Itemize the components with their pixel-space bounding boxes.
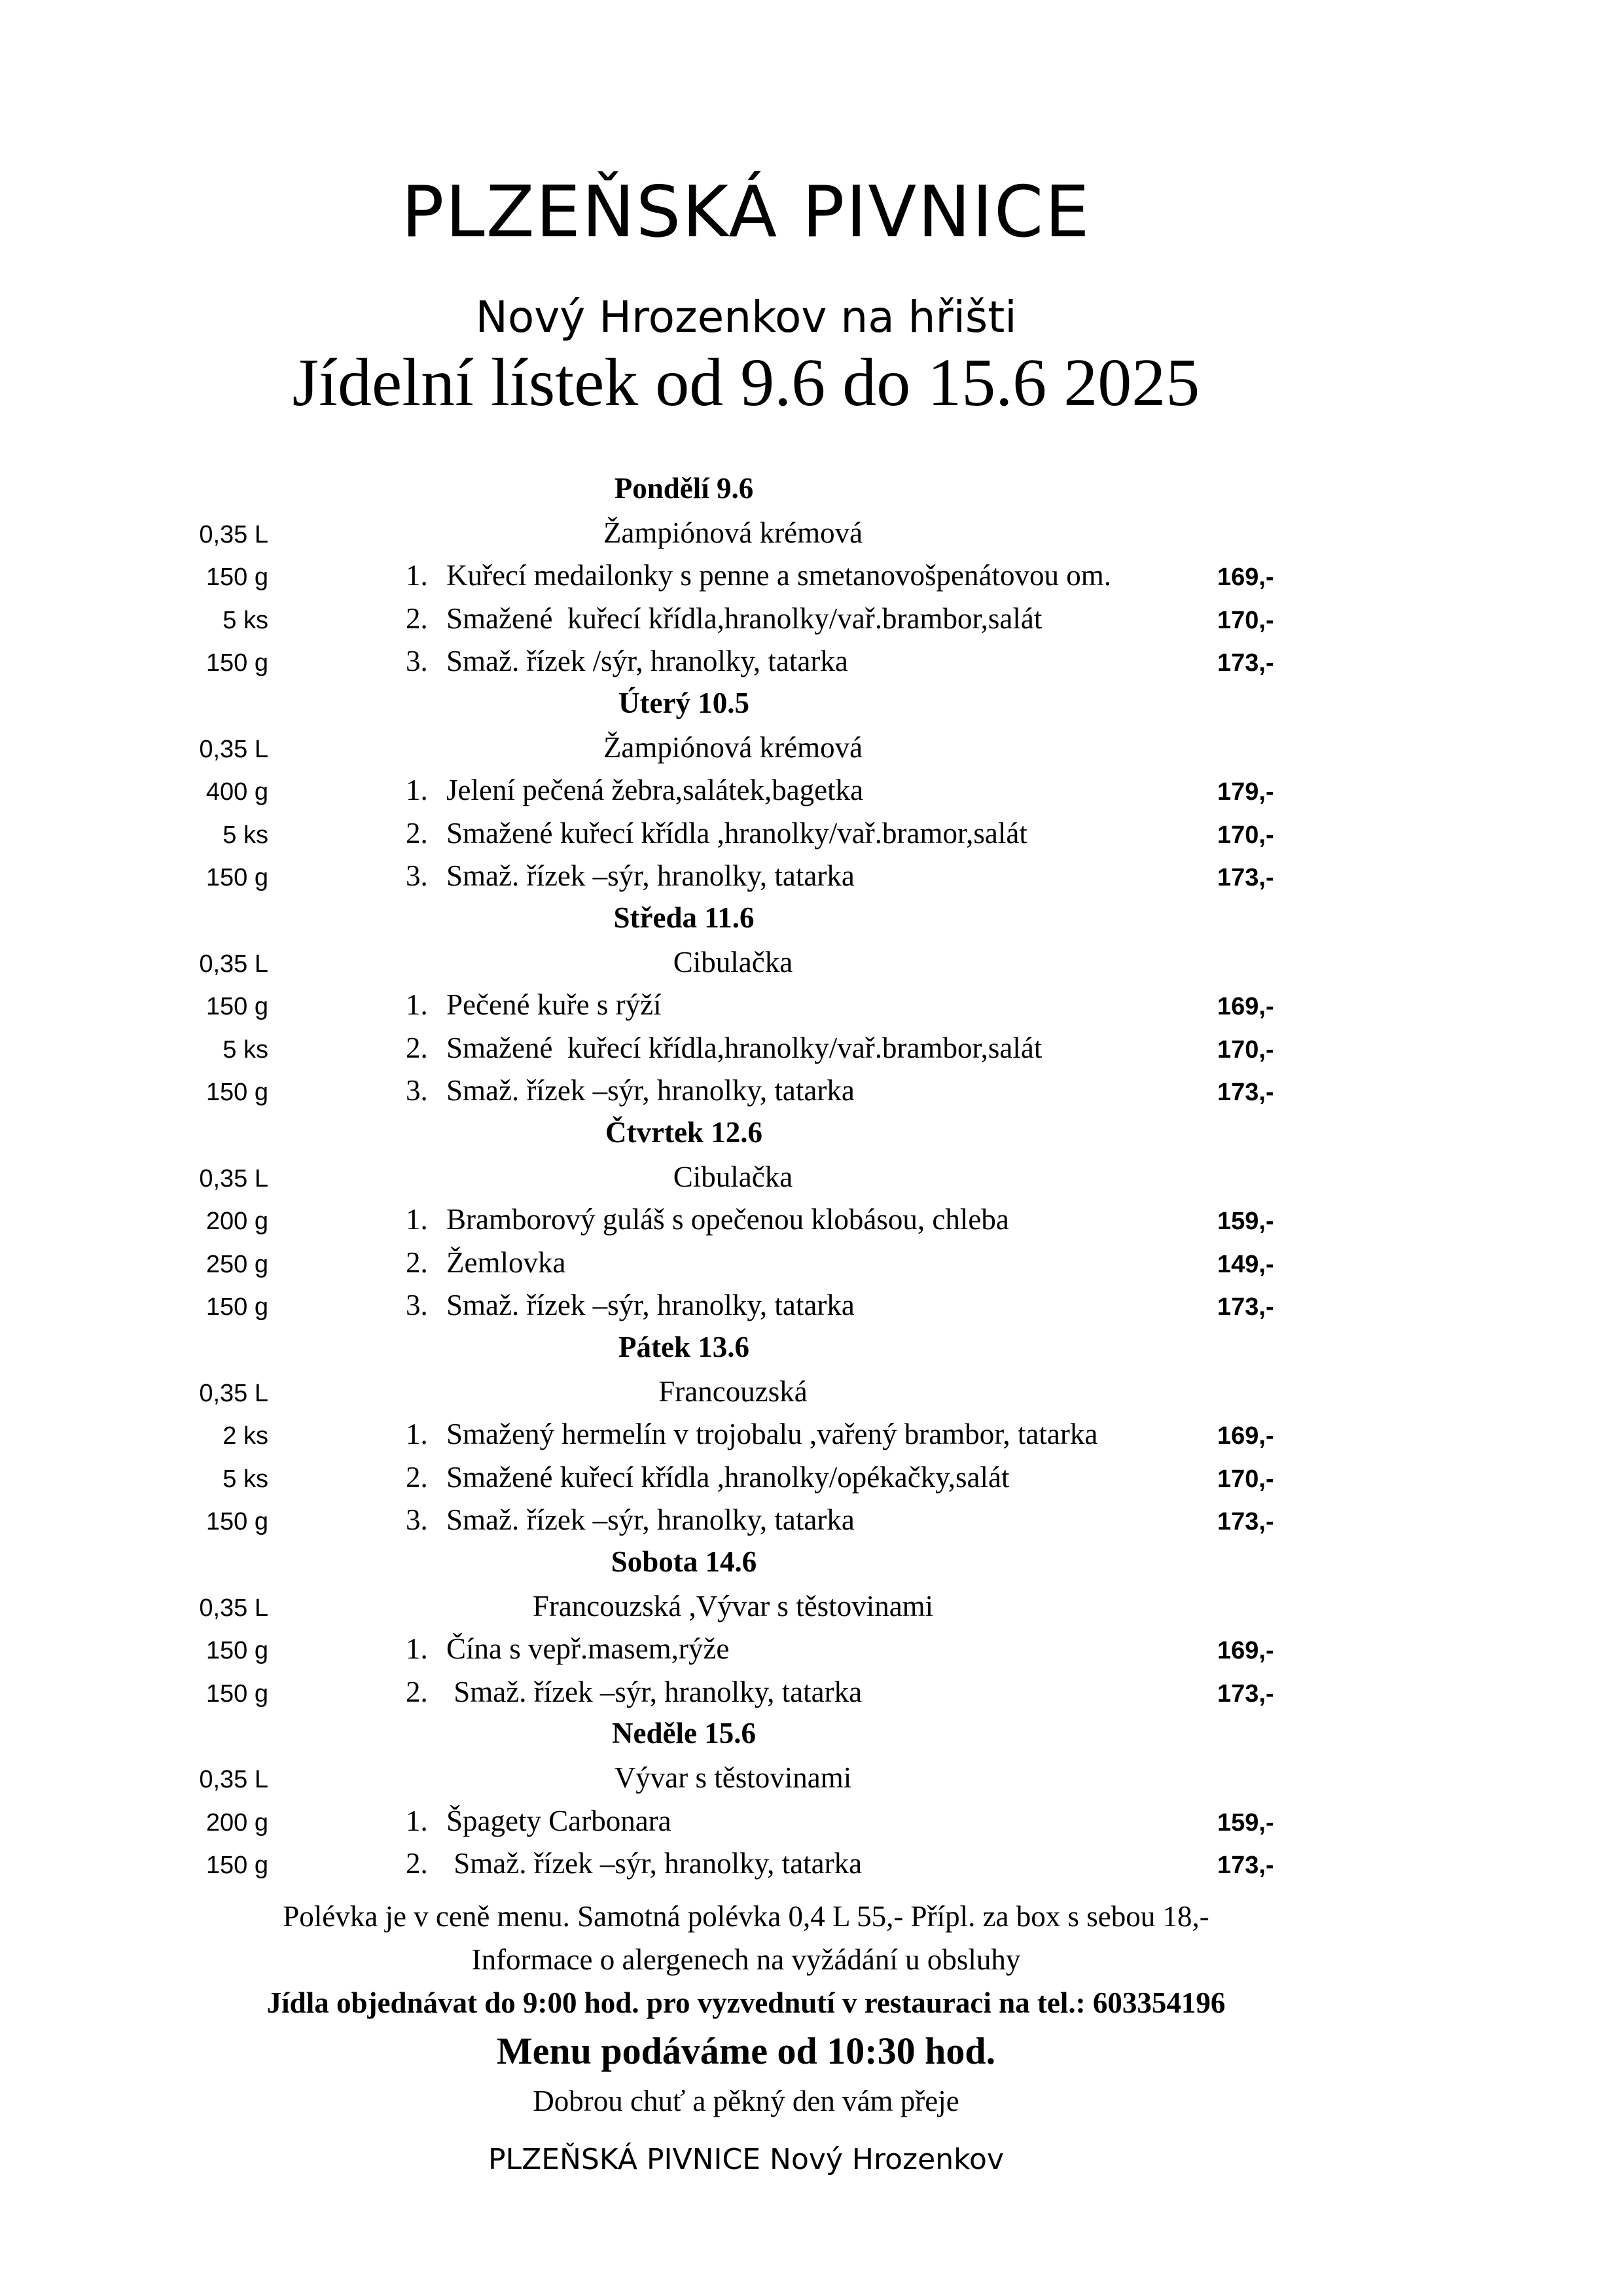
item-price: 169,- [1217, 1422, 1274, 1450]
menu-item-row [0, 1416, 1623, 1459]
item-price: 170,- [1217, 606, 1274, 634]
menu-item-row [0, 1072, 1623, 1115]
item-quantity: 150 g [205, 1293, 268, 1321]
item-price: 173,- [1217, 1293, 1274, 1321]
item-name: Smaž. řízek –sýr, hranolky, tatarka [446, 1074, 855, 1107]
item-quantity: 5 ks [223, 606, 268, 634]
item-name: Smaž. řízek –sýr, hranolky, tatarka [446, 1675, 863, 1708]
item-quantity: 5 ks [223, 821, 268, 849]
menu-item-row [0, 1030, 1623, 1073]
item-number: 3. [406, 859, 428, 893]
day-heading: Čtvrtek 12.6 [605, 1116, 762, 1149]
item-quantity: 150 g [205, 1679, 268, 1708]
item-description [406, 1632, 729, 1666]
item-name: Smažené kuřecí křídla ,hranolky/vař.bramor,salát [446, 816, 1027, 850]
restaurant-title: PLZEŇSKÁ PIVNICE [401, 171, 1091, 253]
item-description [406, 1246, 565, 1280]
item-quantity: 150 g [205, 649, 268, 677]
item-number: 1. [406, 988, 428, 1022]
item-number: 1. [406, 1418, 428, 1451]
footer-signature: PLZEŇSKÁ PIVNICE Nový Hrozenkov [488, 2143, 1004, 2176]
item-description [406, 1846, 862, 1880]
item-price: 173,- [1217, 1852, 1274, 1880]
soup-row [0, 1158, 1623, 1202]
item-quantity: 150 g [205, 564, 268, 592]
item-number: 1. [406, 559, 428, 592]
item-description [406, 1460, 1010, 1494]
serving-time-note: Menu podáváme od 10:30 hod. [496, 2030, 996, 2072]
soup-row [0, 1759, 1623, 1803]
item-name: Smažený hermelín v trojobalu ,vařený brambor, tatarka [446, 1418, 1098, 1451]
menu-item-row [0, 1630, 1623, 1674]
soup-row [0, 1588, 1623, 1631]
item-price: 169,- [1217, 993, 1274, 1021]
item-name: Smaž. řízek /sýr, hranolky, tatarka [446, 645, 848, 678]
item-price: 169,- [1217, 564, 1274, 592]
item-number: 3. [406, 1289, 428, 1322]
soup-name: Francouzská ,Vývar s těstovinami [532, 1589, 934, 1623]
item-number: 1. [406, 1203, 428, 1236]
item-quantity: 2 ks [223, 1422, 268, 1450]
day-heading: Středa 11.6 [613, 901, 755, 934]
item-quantity: 150 g [205, 1079, 268, 1107]
item-number: 3. [406, 645, 428, 678]
item-description [406, 558, 1111, 592]
item-name: Smažené kuřecí křídla,hranolky/vař.brambor,salát [446, 601, 1043, 635]
day-heading: Pondělí 9.6 [614, 472, 754, 505]
item-quantity: 5 ks [223, 1465, 268, 1493]
soup-quantity: 0,35 L [199, 520, 268, 548]
item-number: 2. [406, 816, 428, 850]
item-quantity: 150 g [205, 1852, 268, 1880]
item-name: Smažené kuřecí křídla,hranolky/vař.brambor,salát [446, 1031, 1043, 1064]
item-name: Špagety Carbonara [446, 1804, 671, 1837]
item-name: Smaž. řízek –sýr, hranolky, tatarka [446, 1503, 855, 1537]
menu-heading: Jídelní lístek od 9.6 do 15.6 2025 [292, 345, 1200, 420]
soup-name: Vývar s těstovinami [614, 1761, 852, 1794]
soup-row [0, 514, 1623, 558]
soup-name: Žampiónová krémová [603, 730, 863, 764]
soup-quantity: 0,35 L [199, 1379, 268, 1407]
soup-name: Žampiónová krémová [603, 516, 863, 549]
location-subtitle: Nový Hrozenkov na hřišti [475, 292, 1017, 342]
menu-item-row [0, 1459, 1623, 1502]
menu-item-row [0, 1201, 1623, 1244]
item-price: 170,- [1217, 821, 1274, 849]
soup-quantity: 0,35 L [199, 950, 268, 978]
item-quantity: 250 g [205, 1250, 268, 1278]
soup-row [0, 1373, 1623, 1416]
soup-name: Francouzská [658, 1374, 808, 1408]
item-description [406, 816, 1027, 850]
menu-item-row [0, 600, 1623, 643]
price-info-note: Polévka je v ceně menu. Samotná polévka 0,4 L 55,- Přípl. za box s sebou 18,- [283, 1900, 1209, 1933]
item-name: Smaž. řízek –sýr, hranolky, tatarka [446, 859, 855, 893]
day-heading: Sobota 14.6 [611, 1545, 757, 1578]
item-name: Smaž. řízek –sýr, hranolky, tatarka [446, 1289, 855, 1322]
item-price: 170,- [1217, 1465, 1274, 1493]
item-description [406, 1417, 1097, 1451]
menu-item-row [0, 1244, 1623, 1287]
item-quantity: 200 g [205, 1808, 268, 1837]
menu-item-row [0, 1287, 1623, 1330]
item-quantity: 400 g [205, 778, 268, 806]
item-description [406, 1288, 855, 1322]
menu-item-row [0, 1674, 1623, 1717]
item-number: 2. [406, 1246, 428, 1279]
soup-name: Cibulačka [673, 945, 793, 978]
item-number: 3. [406, 1074, 428, 1107]
item-quantity: 150 g [205, 864, 268, 892]
item-number: 1. [406, 774, 428, 807]
soup-name: Cibulačka [673, 1160, 793, 1193]
item-price: 170,- [1217, 1035, 1274, 1064]
item-name: Smaž. řízek –sýr, hranolky, tatarka [446, 1847, 863, 1880]
item-number: 2. [406, 1675, 428, 1708]
item-number: 1. [406, 1632, 428, 1666]
menu-item-row [0, 857, 1623, 901]
day-heading: Neděle 15.6 [612, 1717, 756, 1750]
item-price: 173,- [1217, 1079, 1274, 1107]
item-quantity: 150 g [205, 1508, 268, 1536]
item-price: 159,- [1217, 1808, 1274, 1837]
item-name: Pečené kuře s rýží [446, 988, 662, 1022]
menu-item-row [0, 1501, 1623, 1545]
item-description [406, 1202, 1009, 1236]
item-name: Bramborový guláš s opečenou klobásou, chleba [446, 1203, 1009, 1236]
item-number: 1. [406, 1804, 428, 1837]
menu-item-row [0, 772, 1623, 815]
item-description [406, 1073, 855, 1107]
item-name: Žemlovka [446, 1246, 566, 1279]
item-description [406, 1675, 862, 1709]
item-price: 179,- [1217, 778, 1274, 806]
soup-row [0, 944, 1623, 987]
item-quantity: 150 g [205, 993, 268, 1021]
item-quantity: 200 g [205, 1208, 268, 1236]
item-number: 2. [406, 1031, 428, 1064]
soup-quantity: 0,35 L [199, 1594, 268, 1622]
allergen-note: Informace o alergenech na vyžádání u obsluhy [471, 1943, 1021, 1976]
item-description [406, 644, 848, 678]
item-description [406, 1031, 1042, 1065]
menu-item-row [0, 1845, 1623, 1888]
item-price: 159,- [1217, 1208, 1274, 1236]
item-description [406, 1503, 855, 1537]
item-description [406, 988, 662, 1022]
item-quantity: 150 g [205, 1637, 268, 1665]
item-description [406, 1804, 671, 1838]
item-name: Kuřecí medailonky s penne a smetanovošpenátovou om. [446, 559, 1111, 592]
menu-item-row [0, 643, 1623, 686]
item-quantity: 5 ks [223, 1035, 268, 1064]
menu-item-row [0, 557, 1623, 600]
day-heading: Pátek 13.6 [618, 1331, 749, 1363]
item-price: 173,- [1217, 864, 1274, 892]
item-number: 3. [406, 1503, 428, 1537]
item-name: Smažené kuřecí křídla ,hranolky/opékačky,salát [446, 1460, 1010, 1494]
item-price: 173,- [1217, 1508, 1274, 1536]
item-description [406, 601, 1042, 636]
day-heading: Úterý 10.5 [618, 687, 749, 719]
item-number: 2. [406, 1460, 428, 1494]
item-price: 173,- [1217, 1679, 1274, 1708]
soup-row [0, 729, 1623, 772]
item-price: 173,- [1217, 649, 1274, 677]
soup-quantity: 0,35 L [199, 1766, 268, 1793]
item-description [406, 773, 863, 807]
greeting-note: Dobrou chuť a pěkný den vám přeje [533, 2085, 959, 2117]
item-name: Jelení pečená žebra,salátek,bagetka [446, 774, 864, 807]
soup-quantity: 0,35 L [199, 735, 268, 763]
soup-quantity: 0,35 L [199, 1164, 268, 1193]
item-number: 2. [406, 601, 428, 635]
order-note: Jídla objednávat do 9:00 hod. pro vyzvednutí v restauraci na tel.: 603354196 [266, 1986, 1226, 2019]
menu-item-row [0, 986, 1623, 1030]
item-number: 2. [406, 1847, 428, 1880]
item-description [406, 859, 855, 893]
menu-item-row [0, 1803, 1623, 1846]
item-name: Čína s vepř.masem,rýže [446, 1632, 730, 1666]
item-price: 169,- [1217, 1637, 1274, 1665]
item-price: 149,- [1217, 1250, 1274, 1278]
menu-item-row [0, 815, 1623, 858]
